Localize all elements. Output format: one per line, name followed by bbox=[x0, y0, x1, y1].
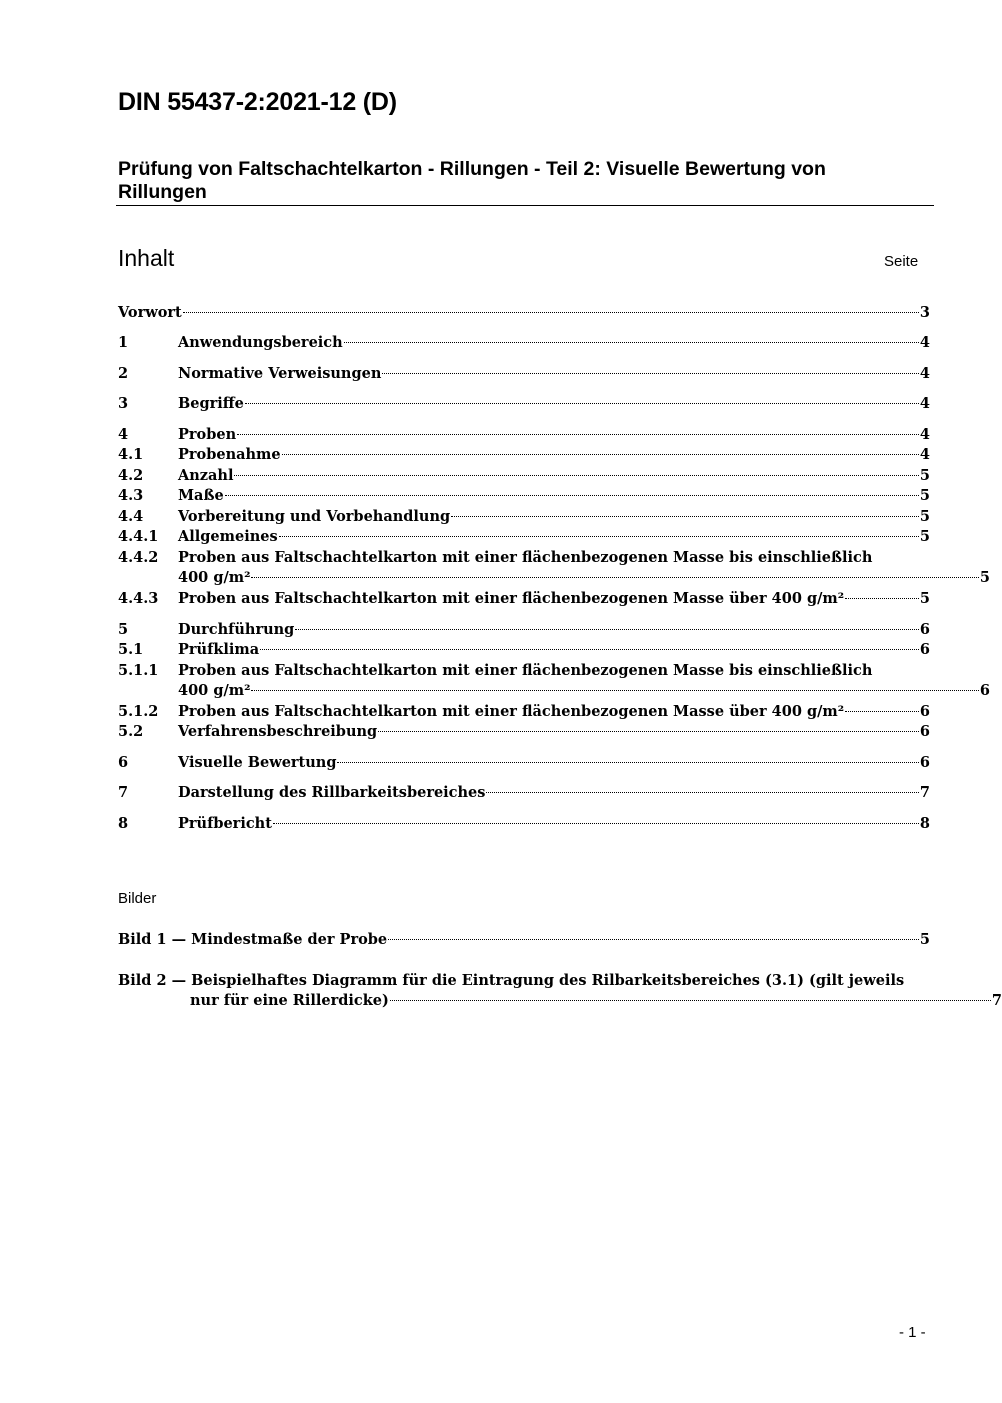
toc-leader-dots bbox=[295, 629, 919, 630]
toc-entry-text: Prüfklima bbox=[178, 641, 260, 658]
figure-entry-text-continued: nur für eine Rillerdicke) bbox=[190, 992, 389, 1009]
toc-entry-text-continued: 400 g/m² bbox=[178, 682, 251, 699]
toc-leader-dots bbox=[337, 762, 918, 763]
toc-entry-page: 8 bbox=[919, 815, 930, 832]
toc-leader-dots bbox=[237, 434, 919, 435]
toc-entry[interactable] bbox=[118, 702, 930, 722]
toc-entry-page: 4 bbox=[919, 446, 930, 463]
toc-leader-dots bbox=[282, 454, 919, 455]
toc-leader-dots bbox=[251, 690, 978, 691]
toc-entry[interactable] bbox=[118, 661, 990, 701]
toc-heading: Inhalt bbox=[118, 245, 175, 271]
toc-entry-page: 6 bbox=[919, 621, 930, 638]
toc-entry-number: 7 bbox=[118, 784, 129, 801]
toc-entry-number: 4.1 bbox=[118, 446, 144, 463]
toc-leader-dots bbox=[273, 823, 919, 824]
toc-entry-text: Normative Verweisungen bbox=[178, 365, 382, 382]
toc-entry-number: 4.4.2 bbox=[118, 549, 159, 566]
toc-entry-page: 4 bbox=[919, 365, 930, 382]
figure-entry-page: 7 bbox=[991, 992, 1002, 1009]
toc-leader-dots bbox=[344, 342, 919, 343]
toc-entry-number: 5.1.1 bbox=[118, 662, 159, 679]
document-subtitle: Prüfung von Faltschachtelkarton - Rillungen - Teil 2: Visuelle Bewertung von Rillungen bbox=[118, 158, 826, 203]
toc-entry[interactable] bbox=[118, 814, 930, 834]
toc-entry-number: 4.4 bbox=[118, 508, 144, 525]
toc-entry-number: 4 bbox=[118, 426, 129, 443]
toc-entry-page: 6 bbox=[919, 723, 930, 740]
figure-entry[interactable] bbox=[118, 971, 1002, 1011]
toc-entry-text: Vorbereitung und Vorbehandlung bbox=[178, 508, 451, 525]
figure-entry-text: Bild 2 — Beispielhaftes Diagramm für die Eintragung des Rilbarkeitsbereiches (3.1) (gilt jeweils bbox=[118, 972, 905, 989]
figure-entry-text: Bild 1 — Mindestmaße der Probe bbox=[118, 931, 388, 948]
toc-leader-dots bbox=[260, 649, 919, 650]
toc-entry-number: 3 bbox=[118, 395, 129, 412]
figure-entry[interactable] bbox=[118, 930, 930, 950]
toc-entry[interactable] bbox=[118, 303, 930, 323]
toc-entry-text: Verfahrensbeschreibung bbox=[178, 723, 378, 740]
toc-entry[interactable] bbox=[118, 445, 930, 465]
toc-entry-text: Proben aus Faltschachtelkarton mit einer flächenbezogenen Masse über 400 g/m² bbox=[178, 590, 845, 607]
toc-entry-text: Proben aus Faltschachtelkarton mit einer flächenbezogenen Masse bis einschließlich bbox=[178, 549, 873, 566]
toc-entry-text-continued: 400 g/m² bbox=[178, 569, 251, 586]
toc-entry[interactable] bbox=[118, 783, 930, 803]
toc-entry-page: 5 bbox=[919, 487, 930, 504]
toc-entry-text: Durchführung bbox=[178, 621, 295, 638]
toc-entry[interactable] bbox=[118, 722, 930, 742]
toc-entry-page: 5 bbox=[919, 467, 930, 484]
toc-entry-number: 4.4.1 bbox=[118, 528, 159, 545]
toc-leader-dots bbox=[225, 495, 919, 496]
toc-entry-number: 1 bbox=[118, 334, 129, 351]
toc-entry-page: 6 bbox=[919, 703, 930, 720]
toc-entry-text: Darstellung des Rillbarkeitsbereiches bbox=[178, 784, 486, 801]
toc-entry-page: 4 bbox=[919, 426, 930, 443]
toc-entry-text: Allgemeines bbox=[178, 528, 278, 545]
toc-leader-dots bbox=[486, 792, 918, 793]
toc-entry-page: 6 bbox=[919, 641, 930, 658]
toc-entry-number: 8 bbox=[118, 815, 129, 832]
toc-leader-dots bbox=[382, 373, 919, 374]
toc-leader-dots bbox=[390, 1000, 991, 1001]
toc-entry-number: 4.4.3 bbox=[118, 590, 159, 607]
toc-entry-page: 5 bbox=[919, 528, 930, 545]
toc-entry[interactable] bbox=[118, 527, 930, 547]
toc-leader-dots bbox=[378, 731, 919, 732]
toc-entry-page: 4 bbox=[919, 334, 930, 351]
toc-leader-dots bbox=[245, 403, 919, 404]
toc-entry-text: Proben bbox=[178, 426, 237, 443]
toc-page-column-label: Seite bbox=[884, 253, 919, 270]
toc-leader-dots bbox=[251, 577, 978, 578]
toc-entry-number: 6 bbox=[118, 754, 129, 771]
toc-entry-number: 5.1.2 bbox=[118, 703, 159, 720]
toc-entry-page: 7 bbox=[919, 784, 930, 801]
toc-entry[interactable] bbox=[118, 486, 930, 506]
figure-entry-page: 5 bbox=[919, 931, 930, 948]
toc-entry-text: Proben aus Faltschachtelkarton mit einer flächenbezogenen Masse über 400 g/m² bbox=[178, 703, 845, 720]
toc-entry[interactable] bbox=[118, 394, 930, 414]
toc-leader-dots bbox=[388, 939, 919, 940]
figures-heading: Bilder bbox=[118, 890, 157, 907]
toc-entry-text: Visuelle Bewertung bbox=[178, 754, 337, 771]
toc-entry[interactable] bbox=[118, 620, 930, 640]
document-title: DIN 55437-2:2021-12 (D) bbox=[118, 88, 397, 116]
toc-entry-number: 5.2 bbox=[118, 723, 144, 740]
toc-entry-page: 3 bbox=[919, 304, 930, 321]
toc-entry-text: Probenahme bbox=[178, 446, 281, 463]
toc-entry-text: Prüfbericht bbox=[178, 815, 272, 832]
toc-entry[interactable] bbox=[118, 507, 930, 527]
toc-entry-text: Begriffe bbox=[178, 395, 244, 412]
toc-leader-dots bbox=[234, 475, 918, 476]
toc-entry-page: 5 bbox=[919, 590, 930, 607]
toc-entry-page: 5 bbox=[979, 569, 990, 586]
toc-entry-number: 4.2 bbox=[118, 467, 144, 484]
toc-entry[interactable] bbox=[118, 425, 930, 445]
toc-entry[interactable] bbox=[118, 364, 930, 384]
toc-entry-text: Anwendungsbereich bbox=[178, 334, 343, 351]
page-number: - 1 - bbox=[899, 1324, 926, 1341]
toc-leader-dots bbox=[845, 711, 919, 712]
toc-leader-dots bbox=[845, 598, 919, 599]
toc-entry-text: Vorwort bbox=[118, 304, 182, 321]
toc-entry[interactable] bbox=[118, 548, 990, 588]
toc-entry-text: Anzahl bbox=[178, 467, 234, 484]
toc-entry-number: 4.3 bbox=[118, 487, 144, 504]
toc-entry-page: 6 bbox=[919, 754, 930, 771]
toc-entry[interactable] bbox=[118, 753, 930, 773]
toc-entry[interactable] bbox=[118, 466, 930, 486]
toc-entry-text: Proben aus Faltschachtelkarton mit einer flächenbezogenen Masse bis einschließlich bbox=[178, 662, 873, 679]
toc-entry-page: 4 bbox=[919, 395, 930, 412]
toc-entry-page: 6 bbox=[979, 682, 990, 699]
toc-entry-number: 2 bbox=[118, 365, 129, 382]
toc-entry-number: 5.1 bbox=[118, 641, 144, 658]
toc-leader-dots bbox=[279, 536, 919, 537]
toc-entry[interactable] bbox=[118, 589, 930, 609]
toc-entry-text: Maße bbox=[178, 487, 224, 504]
toc-entry-page: 5 bbox=[919, 508, 930, 525]
toc-leader-dots bbox=[183, 312, 919, 313]
toc-entry[interactable] bbox=[118, 640, 930, 660]
toc-entry[interactable] bbox=[118, 333, 930, 353]
toc-leader-dots bbox=[451, 516, 919, 517]
title-divider bbox=[116, 205, 934, 206]
toc-entry-number: 5 bbox=[118, 621, 129, 638]
